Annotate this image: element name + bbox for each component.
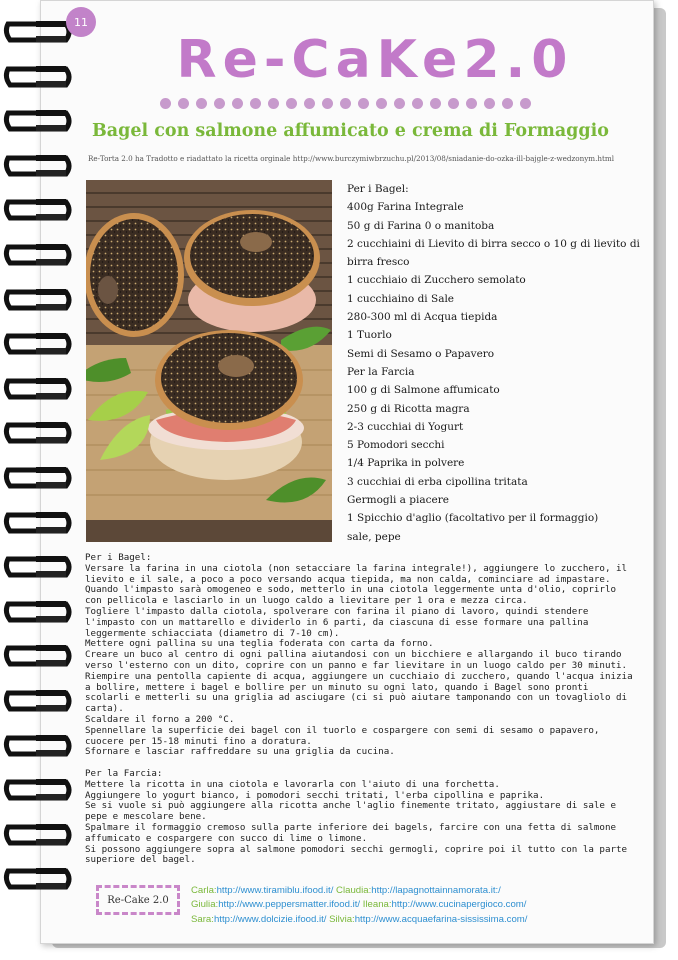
spiral-ring [2, 286, 72, 313]
ingredient-item: 1 cucchiaino di Sale [347, 292, 455, 305]
spiral-ring [2, 196, 72, 223]
decorative-dot [502, 98, 513, 109]
procedure-line: Versare la farina in una ciotola (non setacciare la farina integrale!), aggiungere lo zucchero, il lievito e il sale, a poco a poco versando acqua tiepida, ma non calda, cominciare ad impastare. [85, 562, 633, 585]
spiral-ring [2, 63, 72, 90]
ingredient-item: 1 Tuorlo [347, 329, 392, 342]
procedure-line: Spalmare il formaggio cremoso sulla parte inferiore dei bagels, farcire con una fetta di salmone affumicato e cospargere con succo di lime o limone. [85, 821, 622, 844]
procedure-line: Per la Farcia: [85, 767, 163, 779]
decorative-dot [214, 98, 225, 109]
decorative-dot [232, 98, 243, 109]
spiral-ring [2, 642, 72, 669]
procedure-line: Mettere ogni pallina su una teglia foderata con carta da forno. [85, 638, 434, 650]
decorative-dot [520, 98, 531, 109]
ingredient-item: 2 cucchiaini di Lievito di birra secco o 10 g di lievito di [347, 237, 640, 250]
decorative-dot [304, 98, 315, 109]
ingredient-item: Germogli a piacere [347, 494, 449, 507]
procedure-line: Mettere la ricotta in una ciotola e lavorarla con l'aiuto di una forchetta. [85, 778, 500, 790]
spiral-ring [2, 865, 72, 892]
credit-row [191, 884, 641, 898]
procedure-line: Togliere l'impasto dalla ciotola, spolverare con farina il piano di lavoro, quindi stendere l'impasto con un mattarello e dividerlo in 6 parti, da ciascuna di esse formare una pallina leggermente schiacciata (diametro di 7-10 cm). [85, 605, 594, 639]
credit-link[interactable]: http://www.cucinapergioco.com/ [391, 899, 527, 911]
spiral-ring [2, 509, 72, 536]
bagel-photo-illustration [86, 180, 332, 542]
credit-row [191, 913, 641, 927]
decorative-dot [340, 98, 351, 109]
procedure-line: Riempire una pentolla capiente di acqua, aggiungere un cucchiaio di zucchero, quando l'acqua inizia a bollire, mettere i bagel e bollire per un minuto su ogni lato, quando i Bagel sono pronti scolarli e metterli su una griglia ad asciugare (ci si può aiutare tamponando con un tovagliolo di carta). [85, 670, 639, 715]
spiral-ring [2, 821, 72, 848]
spiral-ring [2, 107, 72, 134]
ingredient-item: 5 Pomodori secchi [347, 439, 445, 452]
spiral-ring [2, 687, 72, 714]
credit-name: Carla: [191, 885, 217, 896]
decorative-dot [196, 98, 207, 109]
spiral-ring [2, 419, 72, 446]
procedure-line: Sfornare e lasciar raffreddare su una griglia da cucina. [85, 746, 395, 758]
procedure-text [85, 553, 637, 866]
decorative-dot [394, 98, 405, 109]
decorative-dot [430, 98, 441, 109]
brand-logo-text: Re-CaKe2.0 [176, 30, 574, 90]
spiral-ring [2, 330, 72, 357]
ingredient-item: Per la Farcia [347, 365, 415, 378]
decorative-dot [376, 98, 387, 109]
spiral-ring [2, 598, 72, 625]
paragraph-gap [85, 758, 637, 769]
credit-link[interactable]: http://www.acquaefarina-sississima.com/ [354, 913, 528, 925]
decorative-dot [484, 98, 495, 109]
credit-link[interactable]: http://www.dolcizie.ifood.it/ [213, 913, 327, 925]
ingredient-item: 3 cucchiai di erba cipollina tritata [347, 475, 528, 488]
credit-name: Ileana: [362, 899, 392, 911]
procedure-line: Quando l'impasto sarà omogeneo e sodo, metterlo in una ciotola leggermente unta d'olio, coprirlo con pellicola e lasciarlo in un luogo caldo a lievitare per 1 ora e mezza circa. [85, 584, 622, 607]
credit-name: Sara: [191, 913, 214, 925]
procedure-line: Per i Bagel: [85, 552, 152, 563]
procedure-line: Se si vuole si può aggiungere alla ricotta anche l'aglio finemente tritato, aggiustare di sale e pepe e mescolare bene. [85, 800, 622, 823]
ingredient-item: 2-3 cucchiai di Yogurt [347, 420, 464, 433]
decorative-dot [322, 98, 333, 109]
credit-name: Claudia: [336, 885, 372, 896]
decorative-dot [250, 98, 261, 109]
decorative-dot [160, 98, 171, 109]
recipe-title: Bagel con salmone affumicato e crema di Formaggio [92, 121, 609, 141]
procedure-line: Spennellare la superficie dei bagel con il tuorlo e cospargere con semi di sesamo o papavero, cuocere per 15-18 minuti fino a doratura. [85, 724, 605, 747]
spiral-ring [2, 553, 72, 580]
decorative-dot [268, 98, 279, 109]
decorative-dot [286, 98, 297, 109]
decorative-dots [160, 98, 531, 112]
procedure-line: Creare un buco al centro di ogni pallina aiutandosi con un bicchiere e allargando il buco tirando verso l'esterno con un dito, coprire con un panno e far lievitare in un luogo caldo per 30 minuti. [85, 649, 628, 671]
spiral-binding [2, 18, 74, 918]
ingredient-item: Per i Bagel: [347, 183, 409, 195]
credit-row [191, 898, 641, 912]
credit-link[interactable]: http://www.peppersmatter.ifood.it/ [218, 899, 361, 911]
decorative-dot [448, 98, 459, 109]
page-number-badge: 11 [66, 7, 96, 37]
ingredients-list [347, 180, 647, 546]
ingredient-item: birra fresco [347, 256, 410, 269]
spiral-ring [2, 241, 72, 268]
spiral-ring [2, 152, 72, 179]
ingredient-item: 1 cucchiaio di Zucchero semolato [347, 274, 526, 287]
ingredient-item: 400g Farina Integrale [347, 201, 464, 214]
spiral-ring [2, 18, 72, 45]
credit-link[interactable]: http://www.tiramiblu.ifood.it/ [216, 885, 334, 896]
ingredient-item: sale, pepe [347, 530, 401, 543]
spiral-ring [2, 776, 72, 803]
decorative-dot [358, 98, 369, 109]
ingredient-item: 50 g di Farina 0 o manitoba [347, 219, 495, 232]
ingredient-item: Semi di Sesamo o Papavero [347, 347, 495, 360]
procedure-line: Aggiungere lo yogurt bianco, i pomodori secchi tritati, l'erba cipollina e paprika. [85, 789, 545, 801]
procedure-line: Si possono aggiungere sopra al salmone pomodori secchi germogli, coprire poi il tutto con la parte superiore del bagel. [85, 843, 633, 866]
footer-logo: Re-Cake 2.0 [96, 885, 180, 915]
decorative-dot [178, 98, 189, 109]
spiral-ring [2, 732, 72, 759]
credit-name: Silvia: [329, 913, 355, 925]
ingredient-item: 250 g di Ricotta magra [347, 402, 470, 415]
decorative-dot [412, 98, 423, 109]
spiral-ring [2, 464, 72, 491]
ingredient-item: 280-300 ml di Acqua tiepida [347, 311, 498, 324]
ingredient-item: 1/4 Paprika in polvere [347, 457, 465, 470]
ingredient-item: 100 g di Salmone affumicato [347, 384, 500, 397]
bagel-photo [86, 180, 332, 542]
credits-list [191, 884, 641, 927]
decorative-dot [466, 98, 477, 109]
procedure-line: Scaldare il forno a 200 °C. [85, 713, 235, 725]
ingredient-item: 1 Spicchio d'aglio (facoltativo per il formaggio) [347, 512, 599, 525]
spiral-ring [2, 375, 72, 402]
credit-name: Giulia: [191, 899, 219, 911]
credit-link[interactable]: http://lapagnottainnamorata.it:/ [371, 885, 501, 896]
source-note[interactable]: Re-Torta 2.0 ha Tradotto e riadattato la ricetta orginale http://www.burczymiwbrzuchu.pl/2013/08/sniadanie-do-ozka-ill-bajgle-z-wedzonym.html [88, 154, 614, 163]
